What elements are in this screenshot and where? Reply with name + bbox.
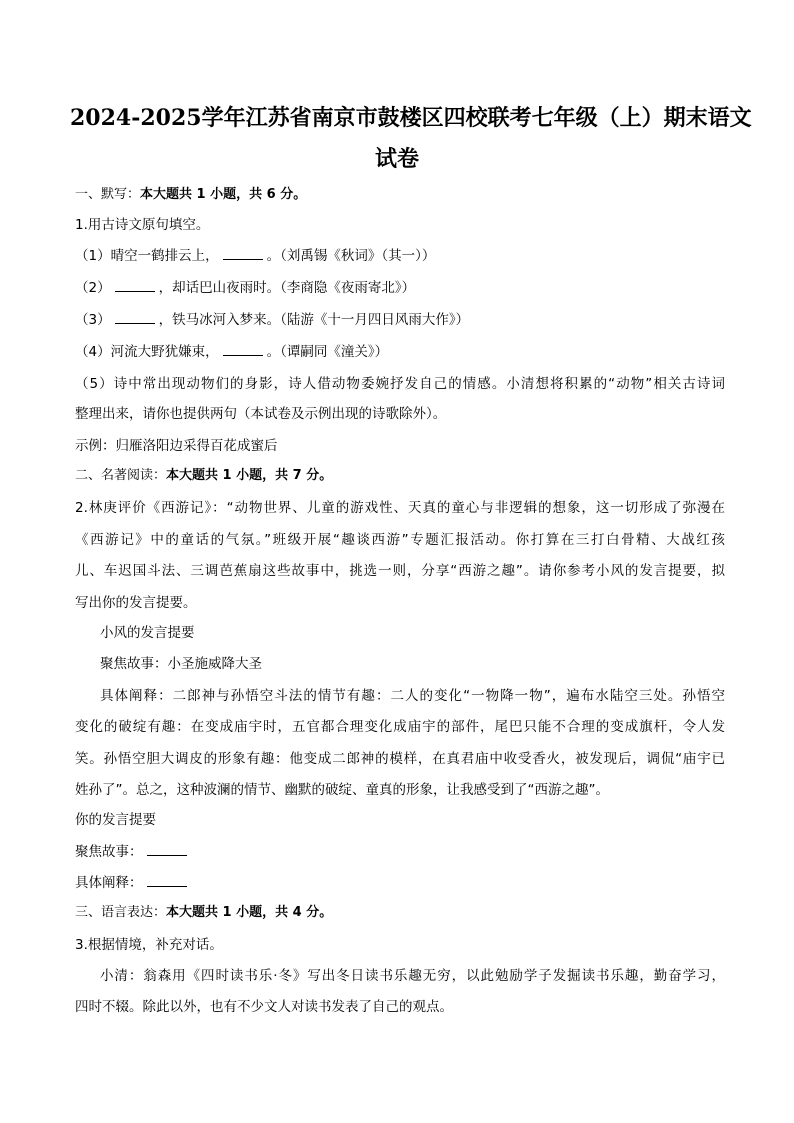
xiaofeng-explain-line2: 变化的破绽有趣：在变成庙宇时，五官都合理变化成庙宇的部件，尾巴只能不合理的变成旗杆，令人发	[75, 719, 725, 735]
q1-item2-after: ，却话巴山夜雨时。（李商隐《夜雨寄北》）	[158, 280, 416, 296]
your-focus	[75, 842, 725, 862]
q2-line2: 《西游记》中的童话的气氛。”班级开展“趣谈西游”专题汇报活动。你打算在三打白骨精、大战红孩	[75, 532, 725, 548]
section2-header	[75, 466, 725, 486]
q1-example: 示例：归雁洛阳边采得百花成蜜后	[75, 438, 278, 454]
q1-item3	[75, 310, 725, 330]
q1-item4	[75, 342, 725, 362]
section3-header-prefix: 三、语言表达：	[75, 905, 167, 920]
xiaofeng-explain-line3: 笑。孙悟空胆大调皮的形象有趣：他变成二郎神的模样，在真君庙中收受香火，被发现后，调侃“庙宇已	[75, 751, 725, 767]
your-outline-title: 你的发言提要	[75, 812, 156, 828]
q3-line1: 小清：翁森用《四时读书乐·冬》写出冬日读书乐趣无穷，以此勉励学子发掘读书乐趣，勤奋学习，	[100, 968, 725, 984]
q3-line2: 四时不辍。除此以外，也有不少文人对读书发表了自己的观点。	[75, 999, 453, 1015]
q1-item4-after: 。（谭嗣同《潼关》）	[266, 344, 389, 360]
xiaofeng-explain-line1: 具体阐释：二郎神与孙悟空斗法的情节有趣：二人的变化“一物降一物”，遍布水陆空三处。孙悟空	[100, 688, 725, 704]
q1-item1-before: （1）晴空一鹤排云上，	[75, 248, 219, 264]
q1-item5-line1: （5）诗中常出现动物们的身影，诗人借动物委婉抒发自己的情感。小清想将积累的“动物”相关古诗词	[75, 376, 725, 392]
your-focus-label: 聚焦故事：	[75, 844, 143, 860]
q1-item3-blank[interactable]	[115, 310, 155, 324]
section1-header-body: 本大题共 1 小题，共 6 分。	[140, 187, 307, 202]
exam-title-line1: 2024-2025学年江苏省南京市鼓楼区四校联考七年级（上）期末语文	[70, 105, 752, 131]
exam-title-line2: 试卷	[374, 146, 419, 172]
section2-header-body: 本大题共 1 小题，共 7 分。	[166, 468, 333, 483]
q1-item4-blank[interactable]	[223, 342, 263, 356]
q1-item2-before: （2）	[75, 280, 111, 296]
xiaofeng-focus: 聚焦故事：小圣施威降大圣	[100, 656, 262, 672]
q1-item2-blank[interactable]	[115, 278, 155, 292]
q2-line1: 2.林庚评价《西游记》：“动物世界、儿童的游戏性、天真的童心与非逻辑的想象，这一切形成了弥漫在	[75, 500, 725, 516]
your-explain	[75, 873, 725, 893]
q2-line4: 写出你的发言提要。	[75, 595, 197, 611]
your-explain-blank[interactable]	[147, 873, 187, 887]
q3-stem: 3.根据情境，补充对话。	[75, 937, 223, 953]
xiaofeng-explain-line4: 姓孙了”。总之，这种波澜的情节、幽默的破绽、童真的形象，让我感受到了“西游之趣”。	[75, 782, 609, 798]
q1-item1	[75, 246, 725, 266]
xiaofeng-title: 小风的发言提要	[100, 625, 195, 641]
q1-item3-after: ，铁马冰河入梦来。（陆游《十一月四日风雨大作》）	[158, 312, 470, 328]
q1-item1-blank[interactable]	[223, 246, 263, 260]
section1-header-prefix: 一、默写：	[75, 187, 141, 202]
your-focus-blank[interactable]	[147, 842, 187, 856]
section3-header-body: 本大题共 1 小题，共 4 分。	[166, 905, 333, 920]
q1-item4-before: （4）河流大野犹嫌束，	[75, 344, 219, 360]
your-explain-label: 具体阐释：	[75, 875, 143, 891]
q1-item5-line2: 整理出来，请你也提供两句（本试卷及示例出现的诗歌除外）。	[75, 406, 447, 422]
section1-header	[75, 185, 725, 205]
q1-item1-after: 。（刘禹锡《秋词》（其一））	[266, 248, 436, 264]
q1-item2	[75, 278, 725, 298]
q2-line3: 儿、车迟国斗法、三调芭蕉扇这些故事中，挑选一则，分享“西游之趣”。请你参考小风的发言提要，拟	[75, 563, 725, 579]
section3-header	[75, 903, 725, 923]
q1-item3-before: （3）	[75, 312, 111, 328]
q1-stem: 1.用古诗文原句填空。	[75, 217, 210, 233]
section2-header-prefix: 二、名著阅读：	[75, 468, 167, 483]
